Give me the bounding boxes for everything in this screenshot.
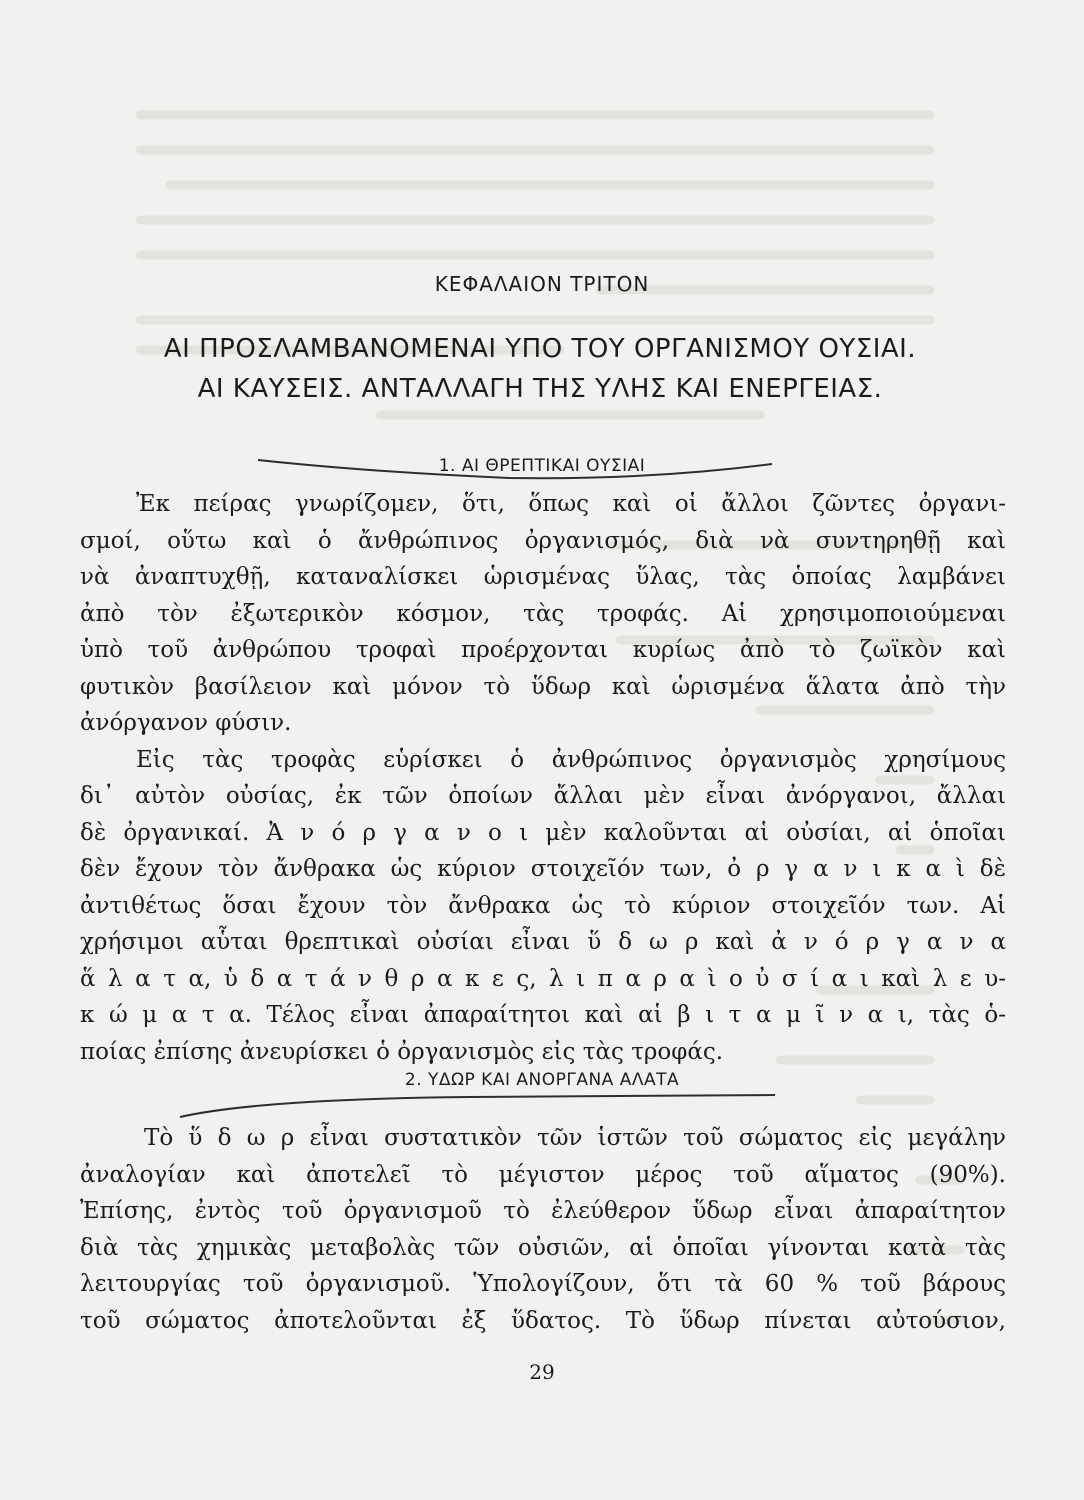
body-line: δὲ ὀργανικαί. Ἀ ν ό ρ γ α ν ο ι μὲν καλοῦνται αἱ οὐσίαι, αἱ ὁποῖαι: [80, 819, 1006, 846]
body-line: τοῦ σώματος ἀποτελοῦνται ἐξ ὕδατος. Τὸ ὕδωρ πίνεται αὐτούσιον,: [80, 1307, 1006, 1334]
chapter-title-line-1: ΑΙ ΠΡΟΣΛΑΜΒΑΝΟΜΕΝΑΙ ΥΠΟ ΤΟΥ ΟΡΓΑΝΙΣΜΟΥ ΟΥΣΙΑΙ.: [163, 334, 917, 364]
body-line: Εἰς τὰς τροφὰς εὑρίσκει ὁ ἀνθρώπινος ὀργανισμὸς χρησίμους: [136, 746, 1006, 773]
body-line: Ἐπίσης, ἐντὸς τοῦ ὀργανισμοῦ τὸ ἐλεύθερον ὕδωρ εἶναι ἀπαραίτητον: [80, 1198, 1006, 1224]
section-heading-1: 1. ΑΙ ΘΡΕΠΤΙΚΑΙ ΟΥΣΙΑΙ: [438, 456, 646, 476]
section-1-underline: [250, 440, 780, 490]
body-line: φυτικὸν βασίλειον καὶ μόνον τὸ ὕδωρ καὶ ὡρισμένα ἅλατα ἀπὸ τὴν: [80, 673, 1006, 700]
body-line: δι᾽ αὐτὸν οὐσίας, ἐκ τῶν ὁποίων ἄλλαι μὲν εἶναι ἀνόργανοι, ἄλλαι: [80, 783, 1006, 809]
body-line: ὑπὸ τοῦ ἀνθρώπου τροφαὶ προέρχονται κυρίως ἀπὸ τὸ ζωϊκὸν καὶ: [80, 637, 1006, 663]
body-line: ποίας ἐπίσης ἀνευρίσκει ὁ ὀργανισμὸς εἰς τὰς τροφάς.: [80, 1038, 724, 1065]
section-1-body: [80, 486, 1006, 1070]
body-line: διὰ τὰς χημικὰς μεταβολὰς τῶν οὐσιῶν, αἱ ὁποῖαι γίνονται κατὰ τὰς: [80, 1234, 1006, 1261]
body-line: ἀναλογίαν καὶ ἀποτελεῖ τὸ μέγιστον μέρος τοῦ αἵματος (90%).: [80, 1161, 1006, 1188]
chapter-title-line-2: ΑΙ ΚΑΥΣΕΙΣ. ΑΝΤΑΛΛΑΓΗ ΤΗΣ ΥΛΗΣ ΚΑΙ ΕΝΕΡΓΕΙΑΣ.: [197, 374, 883, 404]
body-line: ἅ λ α τ α, ὑ δ α τ ά ν θ ρ α κ ε ς, λ ι π α ρ α ὶ ο ὐ σ ί α ι καὶ λ ε υ-: [80, 965, 1006, 992]
body-line: ἀνόργανον φύσιν.: [80, 710, 292, 736]
body-line: κ ώ μ α τ α. Τέλος εἶναι ἀπαραίτητοι καὶ αἱ β ι τ α μ ῖ ν α ι, τὰς ὁ-: [80, 1002, 1006, 1028]
body-line: ἀπὸ τὸν ἐξωτερικὸν κόσμον, τὰς τροφάς. Αἱ χρησιμοποιούμεναι: [80, 600, 1006, 627]
body-line: σμοί, οὕτω καὶ ὁ ἄνθρώπινος ὀργανισμός, διὰ νὰ συντηρηθῇ καὶ: [80, 527, 1006, 554]
chapter-label: ΚΕΦΑΛΑΙΟΝ ΤΡΙΤΟΝ: [434, 272, 650, 296]
body-line: δὲν ἔχουν τὸν ἄνθρακα ὡς κύριον στοιχεῖόν των, ὀ ρ γ α ν ι κ α ὶ δὲ: [80, 856, 1006, 882]
body-line: Τὸ ὕ δ ω ρ εἶναι συστατικὸν τῶν ἱστῶν τοῦ σώματος εἰς μεγάλην: [144, 1125, 1006, 1151]
body-line: Ἐκ πείρας γνωρίζομεν, ὅτι, ὅπως καὶ οἱ ἄλλοι ζῶντες ὀργανι-: [136, 491, 1006, 517]
section-2-underline: [170, 1085, 790, 1125]
body-line: νὰ ἀναπτυχθῇ, καταναλίσκει ὡρισμένας ὕλας, τὰς ὁποίας λαμβάνει: [80, 564, 1006, 590]
body-line: λειτουργίας τοῦ ὀργανισμοῦ. Ὑπολογίζουν, ὅτι τὰ 60 % τοῦ βάρους: [80, 1271, 1006, 1297]
page-number: 29: [529, 1360, 555, 1384]
body-line: χρήσιμοι αὗται θρεπτικαὶ οὐσίαι εἶναι ὕ δ ω ρ καὶ ἀ ν ό ρ γ α ν α: [80, 929, 1006, 955]
section-heading-2: 2. ΥΔΩΡ ΚΑΙ ΑΝΟΡΓΑΝΑ ΑΛΑΤΑ: [404, 1070, 680, 1090]
body-line: ἀντιθέτως ὅσαι ἔχουν τὸν ἄνθρακα ὡς τὸ κύριον στοιχεῖόν των. Αἱ: [80, 892, 1006, 919]
section-2-body: [80, 1120, 1006, 1339]
